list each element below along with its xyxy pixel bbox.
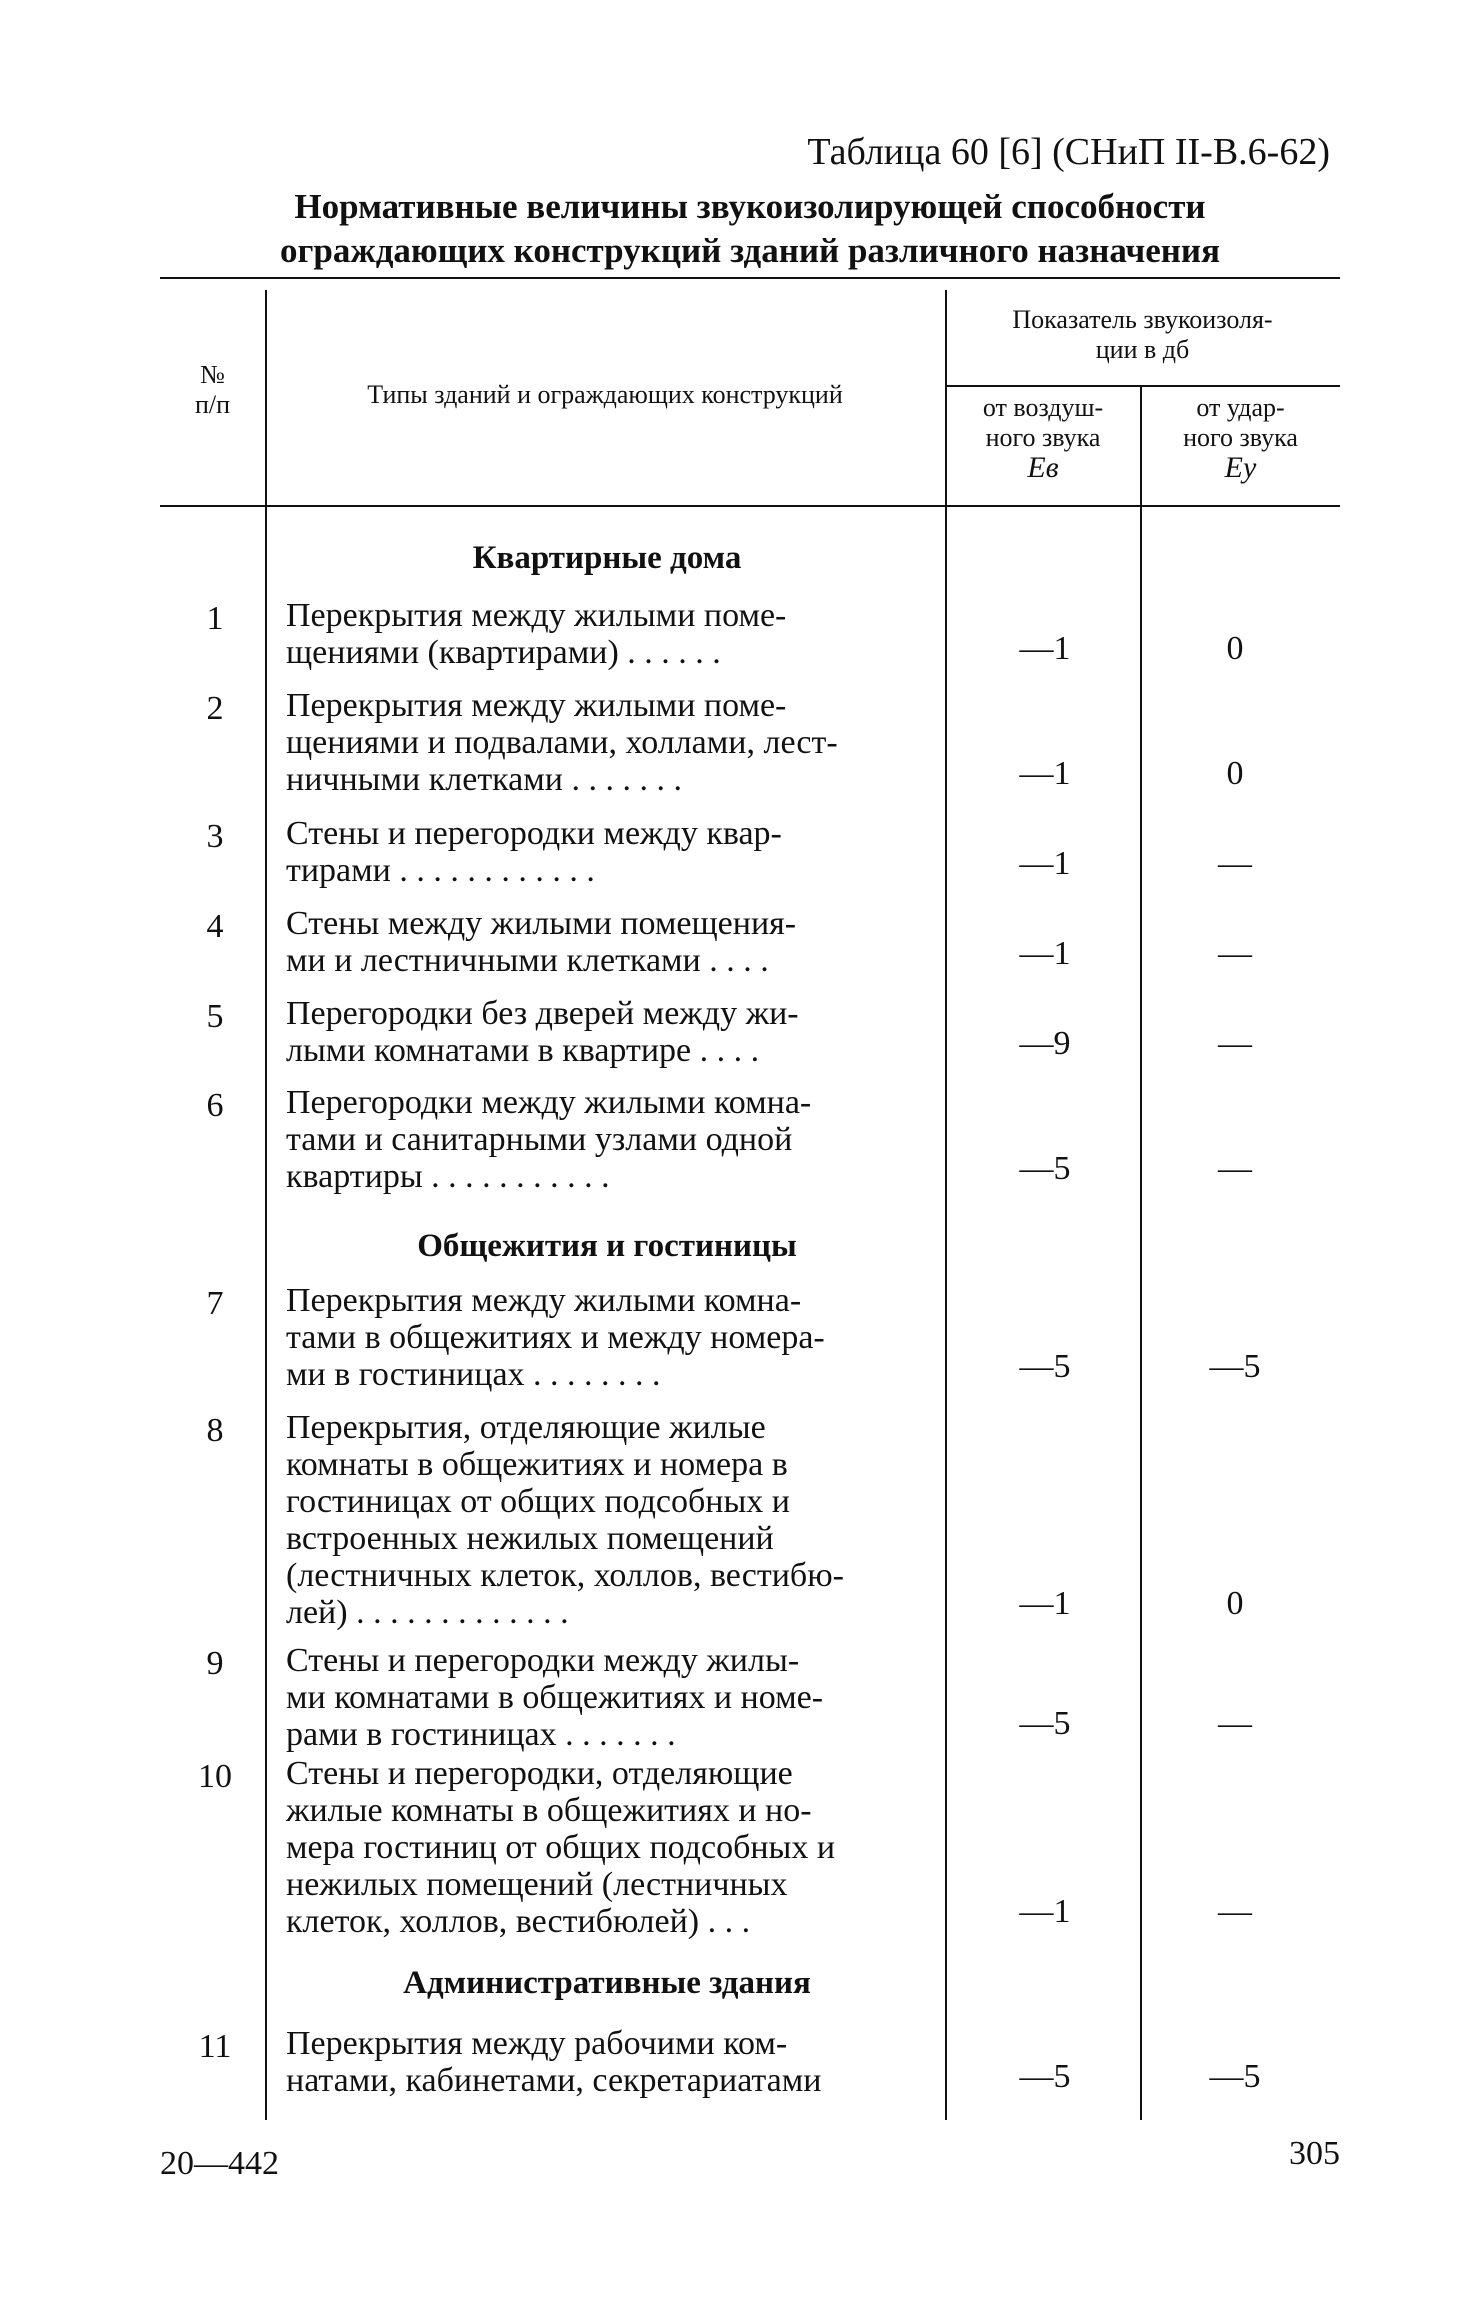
air-value: —5 — [1019, 1348, 1071, 1385]
row-description: Стены и перегородки между квар- тирами . . . . . . . . . . . . — [286, 815, 782, 889]
impact-value: 0 — [1226, 630, 1244, 667]
row-description: Стены и перегородки между жилы- ми комнатами в общежитиях и номе- рами в гостиницах . . . . . . . — [286, 1642, 824, 1753]
row-description: Перекрытия между рабочими ком- натами, кабинетами, секретариатами — [286, 2025, 822, 2099]
air-value: —5 — [1019, 1705, 1071, 1742]
col-divider-2 — [945, 290, 947, 2120]
section-title: Административные здания — [403, 1965, 811, 2001]
impact-value: — — [1218, 1025, 1252, 1062]
row-description: Перегородки без дверей между жи- лыми комнатами в квартире . . . . — [286, 995, 799, 1069]
row-description: Перекрытия между жилыми поме- щениями и подвалами, холлами, лест- ничными клетками . . . . . . . — [286, 687, 838, 798]
header-impact: от удар- ного звука Eу — [1183, 393, 1298, 484]
header-bottom-rule — [160, 505, 1340, 507]
impact-value: —5 — [1209, 2058, 1261, 2095]
row-description: Стены и перегородки, отделяющие жилые комнаты в общежитиях и но- мера гостиниц от общих подсобных и нежилых помещений (лестничных клеток, холлов, вестибюлей) . . . — [286, 1755, 836, 1940]
row-number: 1 — [206, 600, 224, 637]
air-value: —1 — [1019, 845, 1071, 882]
impact-value: — — [1218, 935, 1252, 972]
section-title: Общежития и гостиницы — [417, 1228, 797, 1264]
col-divider-3 — [1140, 387, 1142, 2120]
row-description: Перекрытия между жилыми комна- тами в общежитиях и между номера- ми в гостиницах . . . . . . . . — [286, 1282, 825, 1393]
header-air: от воздуш- ного звука Eв — [982, 393, 1104, 484]
air-value: —5 — [1019, 2058, 1071, 2095]
header-num: № п/п — [194, 360, 231, 419]
table-caption: Таблица 60 [6] (СНиП II-В.6-62) — [807, 131, 1330, 173]
row-description: Перегородки между жилыми комна- тами и санитарными узлами одной квартиры . . . . . . . . . . . — [286, 1084, 812, 1195]
row-number: 7 — [206, 1285, 224, 1322]
title-line-1: Нормативные величины звукоизолирующей способности — [294, 187, 1206, 226]
air-value: —9 — [1019, 1025, 1071, 1062]
air-value: —1 — [1019, 755, 1071, 792]
impact-value: 0 — [1226, 755, 1244, 792]
row-number: 5 — [206, 998, 224, 1035]
impact-value: — — [1218, 845, 1252, 882]
row-number: 10 — [198, 1758, 232, 1795]
row-number: 2 — [206, 690, 224, 727]
air-value: —1 — [1019, 1893, 1071, 1930]
page-number: 305 — [1289, 2135, 1340, 2172]
header-indicator: Показатель звукоизоля- ции в дб — [1012, 305, 1273, 364]
row-number: 9 — [206, 1645, 224, 1682]
table-top-rule — [160, 277, 1340, 279]
footer-signature: 20—442 — [160, 2145, 279, 2182]
table-title — [160, 185, 1340, 273]
subheader-rule — [945, 385, 1340, 387]
row-description: Стены между жилыми помещения- ми и лестничными клетками . . . . — [286, 905, 797, 979]
air-value: —1 — [1019, 630, 1071, 667]
col-divider-1 — [265, 290, 267, 2120]
impact-value: — — [1218, 1150, 1252, 1187]
title-line-2: ограждающих конструкций зданий различного назначения — [279, 231, 1221, 270]
row-number: 6 — [206, 1087, 224, 1124]
impact-value: — — [1218, 1893, 1252, 1930]
row-description: Перекрытия, отделяющие жилые комнаты в общежитиях и номера в гостиницах от общих подсобных и встроенных нежилых помещений (лестничных клеток, холлов, вестибю- лей) . . . . . . . . . . . . . — [286, 1409, 844, 1631]
impact-value: — — [1218, 1705, 1252, 1742]
row-number: 11 — [198, 2028, 232, 2065]
air-value: —1 — [1019, 935, 1071, 972]
header-types: Типы зданий и ограждающих конструкций — [367, 380, 843, 409]
air-value: —1 — [1019, 1585, 1071, 1622]
row-number: 4 — [206, 908, 224, 945]
row-number: 3 — [206, 818, 224, 855]
air-value: —5 — [1019, 1150, 1071, 1187]
impact-value: —5 — [1209, 1348, 1261, 1385]
impact-value: 0 — [1226, 1585, 1244, 1622]
row-description: Перекрытия между жилыми поме- щениями (квартирами) . . . . . . — [286, 597, 787, 671]
section-title: Квартирные дома — [472, 540, 742, 576]
row-number: 8 — [206, 1412, 224, 1449]
